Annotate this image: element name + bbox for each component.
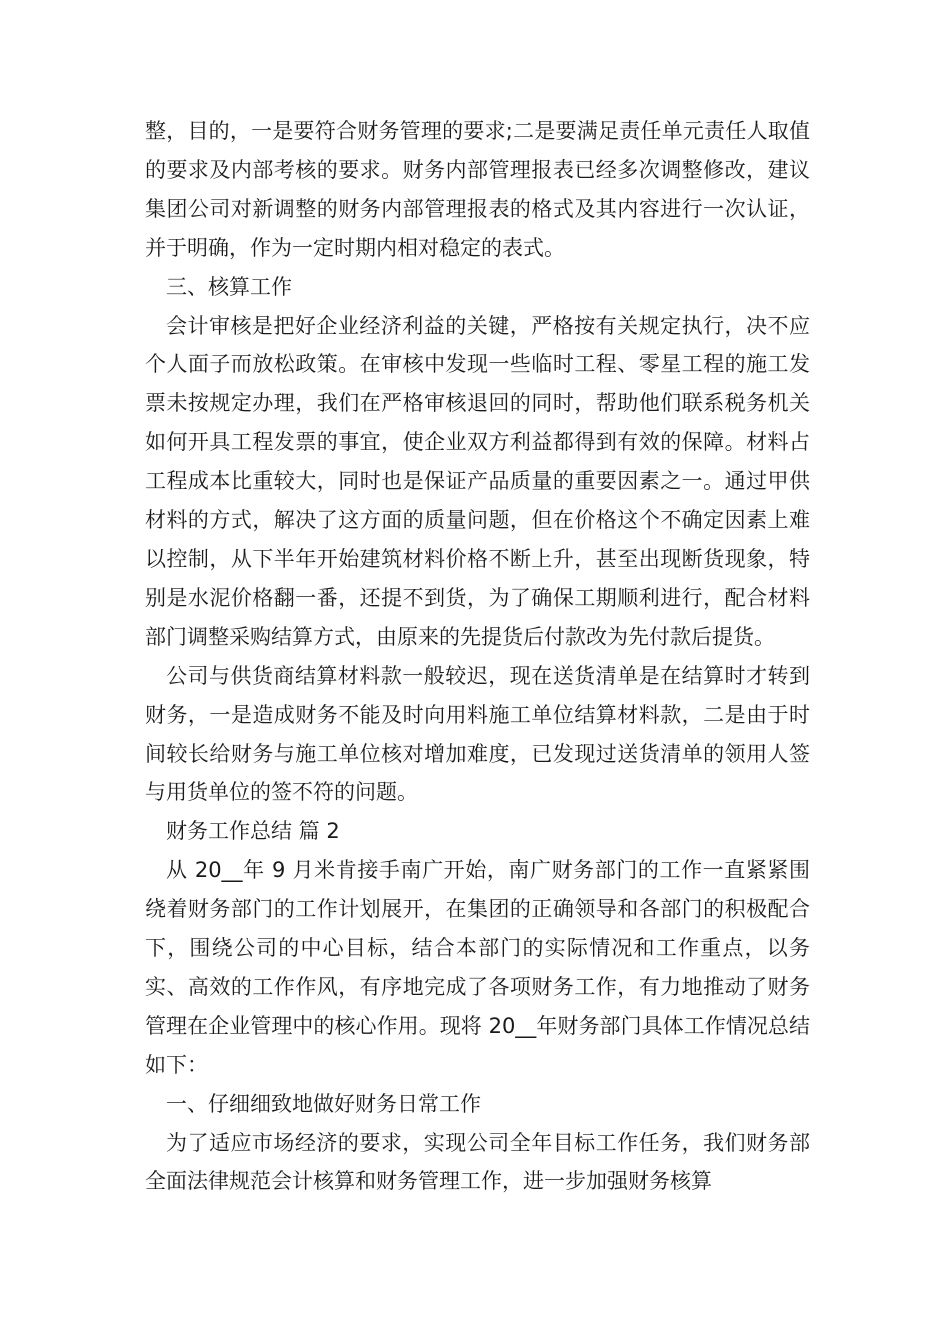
document-page xyxy=(145,112,810,1201)
paragraph-market: 为了适应市场经济的要求，实现公司全年目标工作任务，我们财务部全面法律规范会计核算和财务管理工作，进一步加强财务核算 xyxy=(145,1130,810,1194)
section-heading-daily-work: 一、仔细细致地做好财务日常工作 xyxy=(166,1091,481,1116)
paragraph-continued: 整，目的，一是要符合财务管理的要求;二是要满足责任单元责任人取值的要求及内部考核的要求。财务内部管理报表已经多次调整修改，建议集团公司对新调整的财务内部管理报表的格式及其内容进行一次认证，并于明确，作为一定时期内相对稳定的表式。 xyxy=(145,119,810,260)
article-title-part2: 财务工作总结 篇 2 xyxy=(166,819,340,844)
section-heading-accounting: 三、核算工作 xyxy=(166,274,292,299)
paragraph-intro: 从 20__年 9 月米肯接手南广开始，南广财务部门的工作一直紧紧围绕着财务部门的工作计划展开，在集团的正确领导和各部门的积极配合下，围绕公司的中心目标，结合本部门的实际情况和工作重点，以务实、高效的工作作风，有序地完成了各项财务工作，有力地推动了财务管理在企业管理中的核心作用。现将 20__年财务部门具体工作情况总结如下： xyxy=(145,858,810,1077)
paragraph-settlement: 公司与供货商结算材料款一般较迟，现在送货清单是在结算时才转到财务，一是造成财务不能及时向用料施工单位结算材料款，二是由于时间较长给财务与施工单位核对增加难度，已发现过送货清单的领用人签与用货单位的签不符的问题。 xyxy=(145,663,810,805)
paragraph-audit: 会计审核是把好企业经济利益的关键，严格按有关规定执行，决不应个人面子而放松政策。在审核中发现一些临时工程、零星工程的施工发票未按规定办理，我们在严格审核退回的同时，帮助他们联系税务机关如何开具工程发票的事宜，使企业双方利益都得到有效的保障。材料占工程成本比重较大，同时也是保证产品质量的重要因素之一。通过甲供材料的方式，解决了这方面的质量问题，但在价格这个不确定因素上难以控制，从下半年开始建筑材料价格不断上升，甚至出现断货现象，特别是水泥价格翻一番，还提不到货，为了确保工期顺利进行，配合材料部门调整采购结算方式，由原来的先提货后付款改为先付款后提货。 xyxy=(145,313,810,649)
